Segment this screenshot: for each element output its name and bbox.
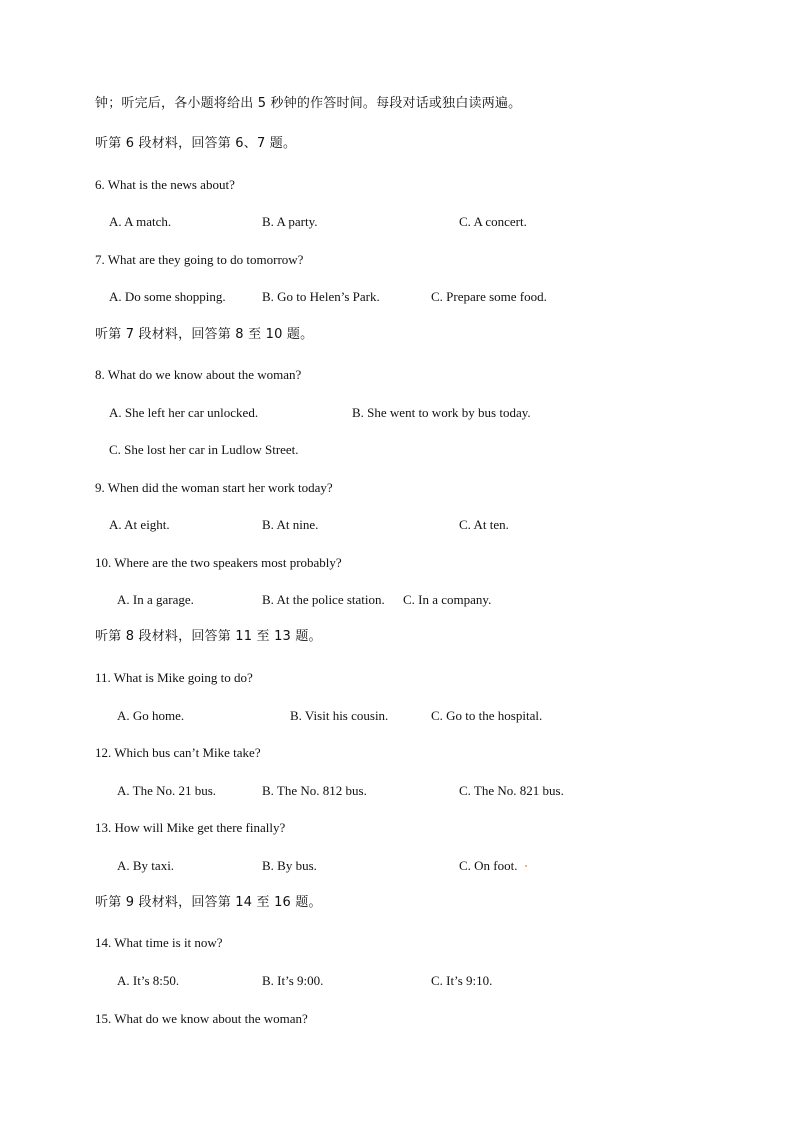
section-heading-8: 听第 8 段材料，回答第 11 至 13 题。 (95, 629, 322, 644)
q11-option-c: C. Go to the hospital. (431, 708, 543, 723)
question-14: 14. What time is it now? (95, 935, 223, 950)
q7-option-a: A. Do some shopping. (109, 289, 226, 304)
q12-option-b: B. The No. 812 bus. (262, 783, 367, 798)
q12-option-a: A. The No. 21 bus. (117, 783, 217, 798)
q14-option-a: A. It’s 8:50. (117, 973, 180, 988)
instruction-continuation: 钟；听完后，各小题将给出 5 秒钟的作答时间。每段对话或独白读两遍。 (95, 96, 522, 111)
question-9: 9. When did the woman start her work today? (95, 480, 333, 495)
question-10: 10. Where are the two speakers most probably? (95, 555, 342, 570)
q8-option-a: A. She left her car unlocked. (109, 405, 259, 420)
q12-option-c: C. The No. 821 bus. (459, 783, 564, 798)
question-8: 8. What do we know about the woman? (95, 367, 302, 382)
q14-option-c: C. It’s 9:10. (431, 973, 493, 988)
q6-option-b: B. A party. (262, 214, 318, 229)
q9-option-b: B. At nine. (262, 517, 319, 532)
section-heading-7: 听第 7 段材料，回答第 8 至 10 题。 (95, 327, 314, 342)
q13-option-a: A. By taxi. (117, 858, 175, 873)
q14-option-b: B. It’s 9:00. (262, 973, 324, 988)
question-11: 11. What is Mike going to do? (95, 670, 253, 685)
question-15: 15. What do we know about the woman? (95, 1011, 308, 1026)
q11-option-a: A. Go home. (117, 708, 185, 723)
question-13: 13. How will Mike get there finally? (95, 820, 286, 835)
question-12: 12. Which bus can’t Mike take? (95, 745, 261, 760)
q7-option-c: C. Prepare some food. (431, 289, 547, 304)
q9-option-c: C. At ten. (459, 517, 509, 532)
section-heading-9: 听第 9 段材料，回答第 14 至 16 题。 (95, 895, 322, 910)
q7-option-b: B. Go to Helen’s Park. (262, 289, 380, 304)
q8-option-b: B. She went to work by bus today. (352, 405, 531, 420)
stray-mark (525, 865, 527, 867)
q10-option-c: C. In a company. (403, 592, 492, 607)
q11-option-b: B. Visit his cousin. (290, 708, 389, 723)
q13-option-b: B. By bus. (262, 858, 317, 873)
section-heading-6: 听第 6 段材料，回答第 6、7 题。 (95, 136, 297, 151)
q9-option-a: A. At eight. (109, 517, 170, 532)
q6-option-a: A. A match. (109, 214, 172, 229)
q13-option-c: C. On foot. (459, 858, 518, 873)
q6-option-c: C. A concert. (459, 214, 527, 229)
q10-option-b: B. At the police station. (262, 592, 385, 607)
question-7: 7. What are they going to do tomorrow? (95, 252, 304, 267)
q10-option-a: A. In a garage. (117, 592, 194, 607)
question-6: 6. What is the news about? (95, 177, 235, 192)
q8-option-c: C. She lost her car in Ludlow Street. (109, 442, 299, 457)
